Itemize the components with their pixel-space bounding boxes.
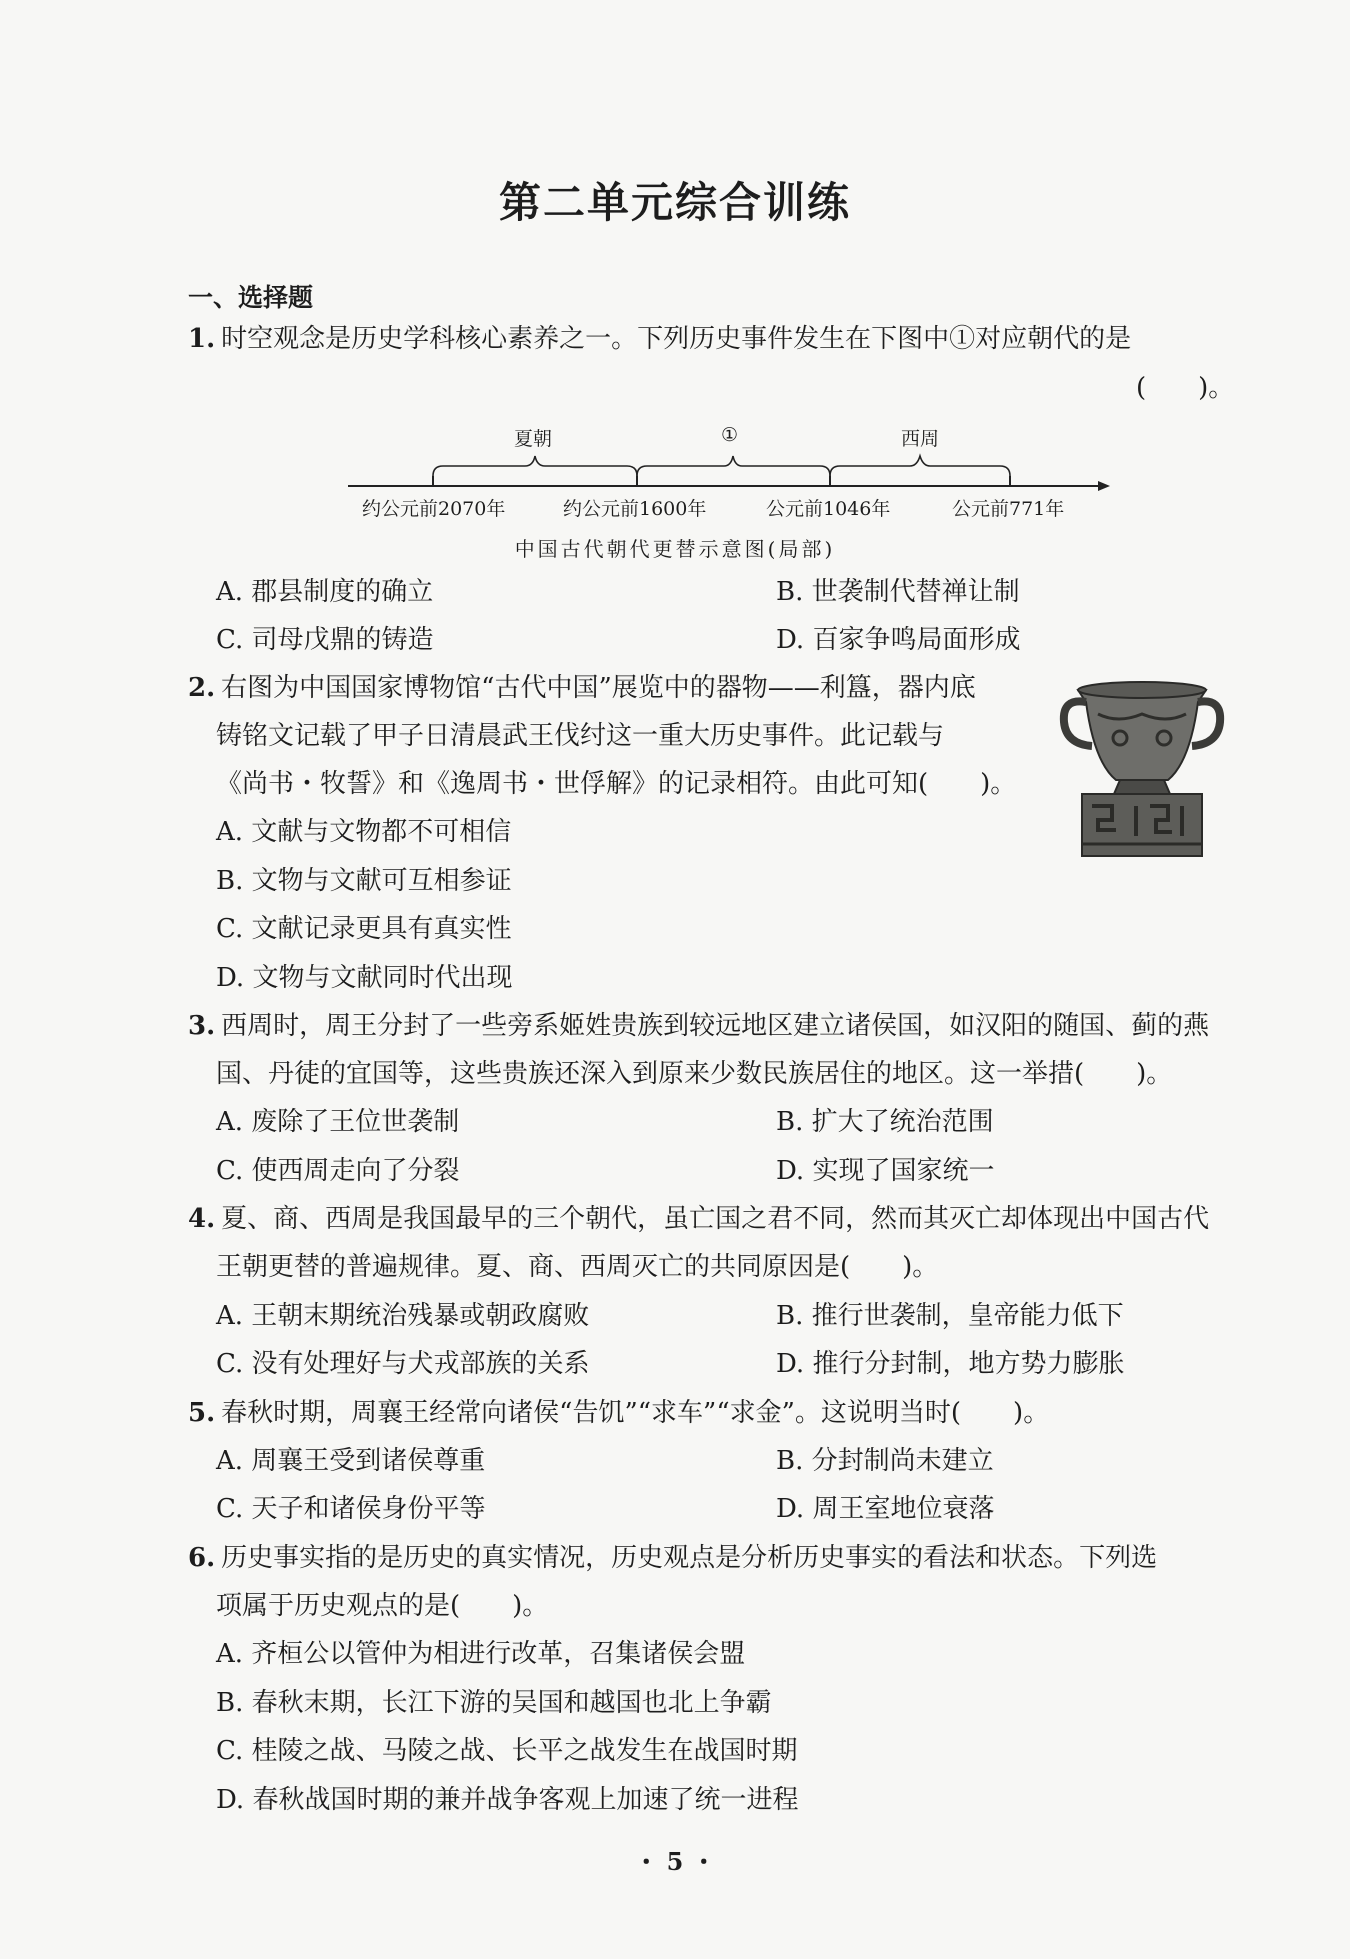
question-number: 5. [188,1398,216,1428]
option-b: B. 分封制尚未建立 [776,1446,994,1476]
question-text: 夏、商、西周是我国最早的三个朝代，虽亡国之君不同，然而其灭亡却体现出中国古代 [221,1204,1210,1234]
question-1-answer-blank: ( )。 [1136,373,1235,403]
option-a: A. 郡县制度的确立 [216,577,434,607]
question-4-line-1 [188,1202,1209,1236]
question-text: 春秋时期，周襄王经常向诸侯“告饥”“求车”“求金”。这说明当时( )。 [221,1398,1050,1428]
option-c: C. 文献记录更具有真实性 [216,914,512,944]
question-4-line-2: 王朝更替的普遍规律。夏、商、西周灭亡的共同原因是( )。 [216,1252,939,1282]
option-d: D. 实现了国家统一 [776,1156,995,1186]
option-a: A. 王朝末期统治残暴或朝政腐败 [216,1301,590,1331]
brace-western-zhou [830,456,1010,476]
page-title: 第二单元综合训练 [498,178,851,227]
option-c: C. 天子和诸侯身份平等 [216,1494,486,1524]
question-2-line-3: 《尚书・牧誓》和《逸周书・世俘解》的记录相符。由此可知( )。 [216,769,1017,799]
option-d: D. 百家争鸣局面形成 [776,625,1021,655]
question-number: 6. [188,1543,216,1573]
timeline-date-label: 约公元前1600年 [563,498,707,520]
page-number: ・ 5 ・ [634,1847,716,1876]
question-number: 2. [188,673,216,703]
timeline-dynasty-label: 西周 [901,428,940,450]
timeline-dynasty-label: 夏朝 [514,428,553,450]
question-text: 时空观念是历史学科核心素养之一。下列历史事件发生在下图中①对应朝代的是 [221,324,1132,354]
question-6-line-1 [188,1541,1157,1575]
timeline-arrow-icon [1098,481,1110,491]
brace-shang [637,456,830,476]
question-number: 1. [188,324,216,354]
question-6-line-2: 项属于历史观点的是( )。 [216,1591,549,1621]
question-number: 4. [188,1204,216,1234]
option-b: B. 春秋末期，长江下游的吴国和越国也北上争霸 [216,1688,772,1718]
option-d: D. 春秋战国时期的兼并战争客观上加速了统一进程 [216,1785,799,1815]
timeline-dynasty-label: ① [721,424,739,446]
dynasty-timeline [0,0,1350,560]
timeline-date-label: 约公元前2070年 [362,498,506,520]
option-c: C. 没有处理好与犬戎部族的关系 [216,1349,590,1379]
option-c: C. 司母戊鼎的铸造 [216,625,434,655]
option-c: C. 使西周走向了分裂 [216,1156,460,1186]
option-b: B. 扩大了统治范围 [776,1107,994,1137]
question-2-line-2: 铸铭文记载了甲子日清晨武王伐纣这一重大历史事件。此记载与 [216,721,945,751]
timeline-date-label: 公元前1046年 [766,498,891,520]
option-b: B. 世袭制代替禅让制 [776,577,1020,607]
option-a: A. 齐桓公以管仲为相进行改革，召集诸侯会盟 [216,1639,746,1669]
question-3-line-1 [188,1009,1209,1043]
option-c: C. 桂陵之战、马陵之战、长平之战发生在战国时期 [216,1736,798,1766]
timeline-date-label: 公元前771年 [952,498,1065,520]
option-a: A. 文献与文物都不可相信 [216,817,512,847]
option-d: D. 文物与文献同时代出现 [216,963,513,993]
section-heading: 一、选择题 [188,283,314,312]
question-text: 历史事实指的是历史的真实情况，历史观点是分析历史事实的看法和状态。下列选 [221,1543,1158,1573]
option-b: B. 文物与文献可互相参证 [216,866,512,896]
question-text: 右图为中国国家博物馆“古代中国”展览中的器物——利簋，器内底 [221,673,976,703]
option-a: A. 废除了王位世袭制 [216,1107,460,1137]
brace-xia [433,456,637,476]
timeline-caption: 中国古代朝代更替示意图(局部) [514,537,836,561]
question-number: 3. [188,1011,216,1041]
li-gui-bronze-vessel-image [1058,672,1226,860]
option-d: D. 周王室地位衰落 [776,1494,995,1524]
option-a: A. 周襄王受到诸侯尊重 [216,1446,486,1476]
option-d: D. 推行分封制，地方势力膨胀 [776,1349,1125,1379]
question-3-line-2: 国、丹徒的宜国等，这些贵族还深入到原来少数民族居住的地区。这一举措( )。 [216,1059,1173,1089]
question-5-line-1 [188,1396,1049,1430]
question-text: 西周时，周王分封了一些旁系姬姓贵族到较远地区建立诸侯国，如汉阳的随国、蓟的燕 [221,1011,1210,1041]
option-b: B. 推行世袭制，皇帝能力低下 [776,1301,1124,1331]
question-2-line-1 [188,671,976,705]
